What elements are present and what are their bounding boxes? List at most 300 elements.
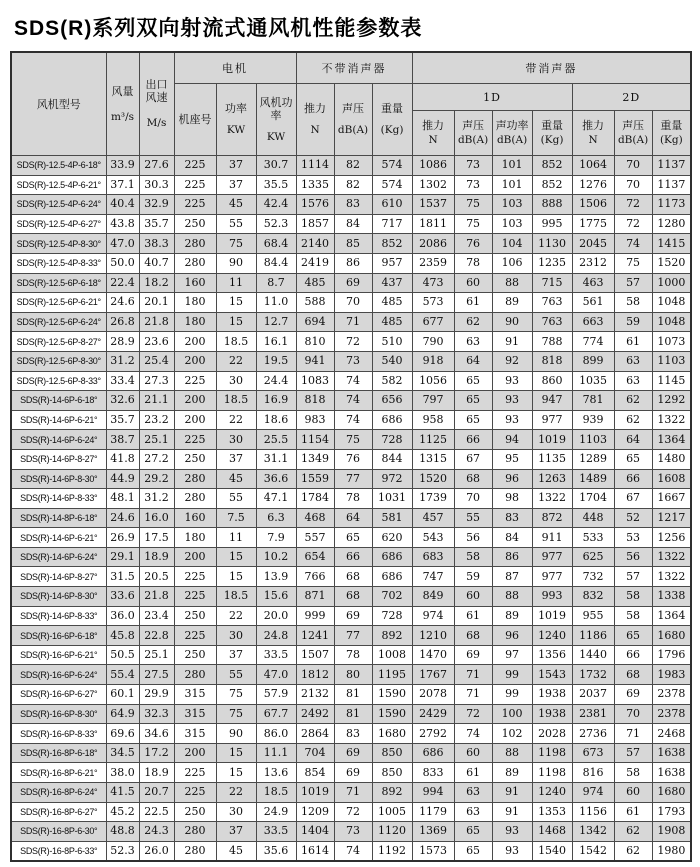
- value-cell: 983: [296, 410, 334, 430]
- value-cell: 13.6: [256, 763, 296, 783]
- value-cell: 30.7: [256, 156, 296, 176]
- ns-weight-label: 重量: [381, 102, 404, 115]
- value-cell: 2028: [532, 724, 572, 744]
- value-cell: 75: [334, 430, 372, 450]
- value-cell: 2086: [412, 234, 454, 254]
- value-cell: 48.8: [106, 822, 139, 842]
- value-cell: 1793: [652, 802, 691, 822]
- value-cell: 1235: [532, 253, 572, 273]
- fan-model-cell: SDS(R)-12.5-6P-6-24°: [11, 312, 106, 332]
- value-cell: 788: [532, 332, 572, 352]
- value-cell: 15.6: [256, 587, 296, 607]
- value-cell: 1241: [296, 626, 334, 646]
- value-cell: 83: [334, 724, 372, 744]
- value-cell: 686: [372, 410, 412, 430]
- value-cell: 977: [532, 547, 572, 567]
- value-cell: 75: [614, 253, 652, 273]
- value-cell: 100: [492, 704, 532, 724]
- group-header-motor: 电机: [174, 52, 296, 84]
- value-cell: 74: [334, 410, 372, 430]
- value-cell: 1256: [652, 528, 691, 548]
- 2d-sound-pressure-label: 声压: [622, 119, 645, 132]
- value-cell: 1775: [572, 214, 614, 234]
- table-row: [11, 724, 691, 744]
- value-cell: 37: [216, 449, 256, 469]
- value-cell: 47.0: [256, 665, 296, 685]
- value-cell: 654: [296, 547, 334, 567]
- value-cell: 1103: [652, 351, 691, 371]
- ns-weight-unit: (Kg): [380, 124, 404, 136]
- value-cell: 23.2: [139, 410, 174, 430]
- value-cell: 2312: [572, 253, 614, 273]
- value-cell: 82: [334, 156, 372, 176]
- value-cell: 941: [296, 351, 334, 371]
- value-cell: 993: [532, 587, 572, 607]
- fan-model-cell: SDS(R)-14-6P-8-30°: [11, 469, 106, 489]
- value-cell: 1938: [532, 704, 572, 724]
- value-cell: 1154: [296, 430, 334, 450]
- value-cell: 55: [216, 214, 256, 234]
- fan-model-cell: SDS(R)-14-6P-6-21°: [11, 410, 106, 430]
- col-header-fan-model: [11, 52, 106, 156]
- col-header-2d-sound-pressure: [614, 111, 652, 156]
- value-cell: 88: [492, 273, 532, 293]
- value-cell: 87: [492, 567, 532, 587]
- value-cell: 437: [372, 273, 412, 293]
- value-cell: 30: [216, 371, 256, 391]
- value-cell: 763: [532, 312, 572, 332]
- value-cell: 781: [572, 391, 614, 411]
- value-cell: 1983: [652, 665, 691, 685]
- fan-model-cell: SDS(R)-14-6P-6-18°: [11, 391, 106, 411]
- value-cell: 200: [174, 391, 216, 411]
- value-cell: 1590: [372, 704, 412, 724]
- value-cell: 790: [412, 332, 454, 352]
- value-cell: 180: [174, 293, 216, 313]
- value-cell: 1507: [296, 645, 334, 665]
- value-cell: 225: [174, 763, 216, 783]
- value-cell: 84: [334, 214, 372, 234]
- value-cell: 1404: [296, 822, 334, 842]
- value-cell: 103: [492, 214, 532, 234]
- value-cell: 448: [572, 508, 614, 528]
- value-cell: 20.1: [139, 293, 174, 313]
- value-cell: 1000: [652, 273, 691, 293]
- value-cell: 30.3: [139, 175, 174, 195]
- motor-power-label: 功率: [225, 102, 247, 115]
- value-cell: 53: [614, 528, 652, 548]
- value-cell: 1198: [532, 763, 572, 783]
- value-cell: 1489: [572, 469, 614, 489]
- value-cell: 1240: [532, 783, 572, 803]
- value-cell: 13.9: [256, 567, 296, 587]
- fan-model-cell: SDS(R)-14-6P-8-33°: [11, 606, 106, 626]
- value-cell: 2045: [572, 234, 614, 254]
- value-cell: 62: [454, 312, 492, 332]
- value-cell: 99: [492, 665, 532, 685]
- value-cell: 1415: [652, 234, 691, 254]
- value-cell: 104: [492, 234, 532, 254]
- value-cell: 30: [216, 430, 256, 450]
- value-cell: 918: [412, 351, 454, 371]
- value-cell: 18.2: [139, 273, 174, 293]
- value-cell: 22: [216, 783, 256, 803]
- value-cell: 94: [492, 430, 532, 450]
- value-cell: 1732: [572, 665, 614, 685]
- value-cell: 1195: [372, 665, 412, 685]
- value-cell: 225: [174, 371, 216, 391]
- fan-model-cell: SDS(R)-12.5-4P-6-24°: [11, 195, 106, 215]
- value-cell: 71: [614, 724, 652, 744]
- value-cell: 35.5: [256, 175, 296, 195]
- col-header-ns-sound-pressure: [334, 84, 372, 156]
- value-cell: 38.7: [106, 430, 139, 450]
- value-cell: 1680: [372, 724, 412, 744]
- value-cell: 1209: [296, 802, 334, 822]
- value-cell: 25.1: [139, 645, 174, 665]
- value-cell: 250: [174, 214, 216, 234]
- value-cell: 25.5: [256, 430, 296, 450]
- fan-model-label: 风机型号: [36, 97, 81, 111]
- value-cell: 225: [174, 156, 216, 176]
- value-cell: 673: [572, 743, 614, 763]
- value-cell: 473: [412, 273, 454, 293]
- value-cell: 22: [216, 351, 256, 371]
- value-cell: 74: [334, 371, 372, 391]
- value-cell: 686: [372, 567, 412, 587]
- value-cell: 17.2: [139, 743, 174, 763]
- table-row: [11, 234, 691, 254]
- value-cell: 1520: [412, 469, 454, 489]
- value-cell: 88: [492, 743, 532, 763]
- value-cell: 1573: [412, 841, 454, 861]
- value-cell: 180: [174, 528, 216, 548]
- value-cell: 1342: [572, 822, 614, 842]
- value-cell: 93: [492, 841, 532, 861]
- value-cell: 31.2: [139, 489, 174, 509]
- value-cell: 557: [296, 528, 334, 548]
- value-cell: 41.5: [106, 783, 139, 803]
- value-cell: 61: [454, 293, 492, 313]
- value-cell: 1543: [532, 665, 572, 685]
- fan-model-cell: SDS(R)-12.5-6P-8-33°: [11, 371, 106, 391]
- value-cell: 1480: [652, 449, 691, 469]
- value-cell: 1019: [532, 606, 572, 626]
- table-row: [11, 195, 691, 215]
- fan-model-cell: SDS(R)-14-6P-8-33°: [11, 489, 106, 509]
- value-cell: 22: [216, 410, 256, 430]
- value-cell: 71: [454, 665, 492, 685]
- value-cell: 2736: [572, 724, 614, 744]
- fan-model-cell: SDS(R)-16-8P-6-18°: [11, 743, 106, 763]
- value-cell: 61: [454, 606, 492, 626]
- value-cell: 63: [454, 783, 492, 803]
- value-cell: 1559: [296, 469, 334, 489]
- value-cell: 18.5: [216, 391, 256, 411]
- value-cell: 832: [572, 587, 614, 607]
- value-cell: 1506: [572, 195, 614, 215]
- value-cell: 2140: [296, 234, 334, 254]
- value-cell: 468: [296, 508, 334, 528]
- value-cell: 315: [174, 685, 216, 705]
- value-cell: 27.3: [139, 371, 174, 391]
- value-cell: 1210: [412, 626, 454, 646]
- value-cell: 66: [614, 645, 652, 665]
- value-cell: 6.3: [256, 508, 296, 528]
- value-cell: 35.6: [256, 841, 296, 861]
- value-cell: 70: [614, 175, 652, 195]
- value-cell: 45: [216, 195, 256, 215]
- value-cell: 76: [454, 234, 492, 254]
- value-cell: 70: [334, 293, 372, 313]
- table-row: [11, 665, 691, 685]
- fan-model-cell: SDS(R)-12.5-4P-8-33°: [11, 253, 106, 273]
- value-cell: 1908: [652, 822, 691, 842]
- value-cell: 27.2: [139, 449, 174, 469]
- value-cell: 78: [334, 645, 372, 665]
- value-cell: 101: [492, 175, 532, 195]
- table-row: [11, 685, 691, 705]
- value-cell: 64.9: [106, 704, 139, 724]
- value-cell: 17.5: [139, 528, 174, 548]
- fan-model-cell: SDS(R)-14-6P-6-21°: [11, 528, 106, 548]
- value-cell: 65: [454, 371, 492, 391]
- value-cell: 33.5: [256, 645, 296, 665]
- value-cell: 89: [492, 606, 532, 626]
- value-cell: 694: [296, 312, 334, 332]
- value-cell: 55.4: [106, 665, 139, 685]
- value-cell: 38.0: [106, 763, 139, 783]
- value-cell: 510: [372, 332, 412, 352]
- col-header-2d-thrust: [572, 111, 614, 156]
- value-cell: 763: [532, 293, 572, 313]
- value-cell: 71: [334, 312, 372, 332]
- group-header-with-silencer: 带消声器: [412, 52, 691, 84]
- col-header-outlet-speed: [139, 52, 174, 156]
- value-cell: 1056: [412, 371, 454, 391]
- value-cell: 1276: [572, 175, 614, 195]
- table-body: [11, 156, 691, 862]
- value-cell: 77: [334, 469, 372, 489]
- value-cell: 280: [174, 253, 216, 273]
- 2d-weight-label: 重量: [660, 119, 683, 132]
- value-cell: 999: [296, 606, 334, 626]
- value-cell: 72: [614, 214, 652, 234]
- value-cell: 911: [532, 528, 572, 548]
- 2d-sound-pressure-unit: dB(A): [617, 134, 649, 146]
- value-cell: 65: [454, 391, 492, 411]
- value-cell: 75: [216, 704, 256, 724]
- value-cell: 99: [492, 685, 532, 705]
- group-header-1d: 1D: [412, 84, 572, 111]
- value-cell: 63: [454, 332, 492, 352]
- value-cell: 62: [614, 822, 652, 842]
- value-cell: 957: [372, 253, 412, 273]
- value-cell: 74: [334, 391, 372, 411]
- value-cell: 958: [412, 410, 454, 430]
- value-cell: 939: [572, 410, 614, 430]
- value-cell: 1796: [652, 645, 691, 665]
- value-cell: 73: [334, 822, 372, 842]
- value-cell: 728: [372, 430, 412, 450]
- value-cell: 160: [174, 273, 216, 293]
- col-header-airflow: [106, 52, 139, 156]
- value-cell: 64: [334, 508, 372, 528]
- value-cell: 2378: [652, 704, 691, 724]
- value-cell: 225: [174, 587, 216, 607]
- value-cell: 1114: [296, 156, 334, 176]
- value-cell: 52.3: [106, 841, 139, 861]
- value-cell: 36.0: [106, 606, 139, 626]
- value-cell: 1186: [572, 626, 614, 646]
- value-cell: 52.3: [256, 214, 296, 234]
- table-row: [11, 547, 691, 567]
- value-cell: 91: [492, 783, 532, 803]
- value-cell: 1537: [412, 195, 454, 215]
- value-cell: 850: [372, 763, 412, 783]
- value-cell: 16.9: [256, 391, 296, 411]
- value-cell: 23.6: [139, 332, 174, 352]
- value-cell: 18.5: [216, 587, 256, 607]
- value-cell: 1680: [652, 783, 691, 803]
- value-cell: 200: [174, 547, 216, 567]
- value-cell: 1335: [296, 175, 334, 195]
- value-cell: 1440: [572, 645, 614, 665]
- value-cell: 21.8: [139, 587, 174, 607]
- motor-power-unit: KW: [226, 124, 246, 136]
- value-cell: 1217: [652, 508, 691, 528]
- value-cell: 280: [174, 234, 216, 254]
- value-cell: 70: [614, 704, 652, 724]
- value-cell: 40.4: [106, 195, 139, 215]
- fan-model-cell: SDS(R)-16-6P-8-30°: [11, 704, 106, 724]
- value-cell: 65: [334, 528, 372, 548]
- value-cell: 18.9: [139, 547, 174, 567]
- value-cell: 67: [454, 449, 492, 469]
- value-cell: 62: [614, 410, 652, 430]
- value-cell: 93: [492, 410, 532, 430]
- value-cell: 67.7: [256, 704, 296, 724]
- value-cell: 27.5: [139, 665, 174, 685]
- value-cell: 78: [454, 253, 492, 273]
- group-header-2d: 2D: [572, 84, 691, 111]
- value-cell: 50.0: [106, 253, 139, 273]
- value-cell: 96: [492, 469, 532, 489]
- value-cell: 849: [412, 587, 454, 607]
- value-cell: 42.4: [256, 195, 296, 215]
- value-cell: 106: [492, 253, 532, 273]
- value-cell: 47.1: [256, 489, 296, 509]
- value-cell: 91: [492, 332, 532, 352]
- value-cell: 1590: [372, 685, 412, 705]
- value-cell: 656: [372, 391, 412, 411]
- value-cell: 315: [174, 724, 216, 744]
- value-cell: 200: [174, 743, 216, 763]
- value-cell: 872: [532, 508, 572, 528]
- value-cell: 200: [174, 351, 216, 371]
- value-cell: 1680: [652, 626, 691, 646]
- value-cell: 65: [614, 449, 652, 469]
- value-cell: 810: [296, 332, 334, 352]
- value-cell: 485: [296, 273, 334, 293]
- col-header-1d-sound-power: [492, 111, 532, 156]
- table-row: [11, 449, 691, 469]
- airflow-label: 风量: [111, 84, 134, 98]
- value-cell: 45.8: [106, 626, 139, 646]
- value-cell: 1608: [652, 469, 691, 489]
- value-cell: 180: [174, 312, 216, 332]
- value-cell: 35.7: [106, 410, 139, 430]
- value-cell: 974: [572, 783, 614, 803]
- group-header-no-silencer: 不带消声器: [296, 52, 412, 84]
- value-cell: 86.0: [256, 724, 296, 744]
- value-cell: 60: [454, 743, 492, 763]
- value-cell: 20.0: [256, 606, 296, 626]
- value-cell: 70: [614, 156, 652, 176]
- value-cell: 11.1: [256, 743, 296, 763]
- value-cell: 70: [454, 489, 492, 509]
- value-cell: 1468: [532, 822, 572, 842]
- value-cell: 75: [454, 214, 492, 234]
- value-cell: 18.5: [256, 783, 296, 803]
- table-row: [11, 822, 691, 842]
- value-cell: 101: [492, 156, 532, 176]
- ns-sound-pressure-label: 声压: [342, 102, 365, 115]
- 2d-weight-unit: (Kg): [659, 134, 683, 146]
- table-row: [11, 606, 691, 626]
- value-cell: 1520: [652, 253, 691, 273]
- fan-model-cell: SDS(R)-12.5-6P-8-27°: [11, 332, 106, 352]
- ns-thrust-label: 推力: [304, 102, 327, 115]
- table-row: [11, 351, 691, 371]
- value-cell: 1857: [296, 214, 334, 234]
- value-cell: 96: [492, 626, 532, 646]
- table-row: [11, 587, 691, 607]
- value-cell: 59: [454, 567, 492, 587]
- value-cell: 93: [492, 822, 532, 842]
- value-cell: 852: [532, 175, 572, 195]
- value-cell: 225: [174, 626, 216, 646]
- table-row: [11, 391, 691, 411]
- value-cell: 1302: [412, 175, 454, 195]
- value-cell: 24.8: [256, 626, 296, 646]
- value-cell: 55: [454, 508, 492, 528]
- value-cell: 1019: [296, 783, 334, 803]
- value-cell: 160: [174, 508, 216, 528]
- value-cell: 72: [614, 195, 652, 215]
- value-cell: 200: [174, 410, 216, 430]
- value-cell: 25.1: [139, 430, 174, 450]
- value-cell: 92: [492, 351, 532, 371]
- value-cell: 663: [572, 312, 614, 332]
- value-cell: 48.1: [106, 489, 139, 509]
- value-cell: 850: [372, 743, 412, 763]
- value-cell: 60: [454, 587, 492, 607]
- value-cell: 732: [572, 567, 614, 587]
- value-cell: 60.1: [106, 685, 139, 705]
- value-cell: 1667: [652, 489, 691, 509]
- value-cell: 28.9: [106, 332, 139, 352]
- value-cell: 573: [412, 293, 454, 313]
- value-cell: 1811: [412, 214, 454, 234]
- value-cell: 66: [454, 430, 492, 450]
- value-cell: 69: [614, 685, 652, 705]
- value-cell: 280: [174, 665, 216, 685]
- value-cell: 561: [572, 293, 614, 313]
- value-cell: 766: [296, 567, 334, 587]
- table-row: [11, 508, 691, 528]
- value-cell: 1353: [532, 802, 572, 822]
